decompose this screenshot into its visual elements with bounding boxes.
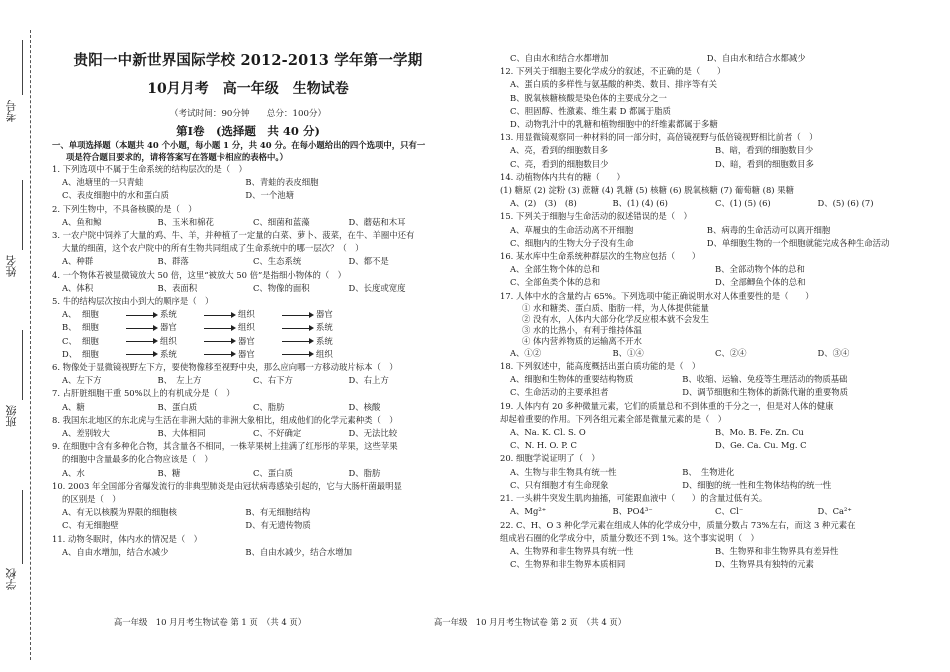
option: C、Cl⁻ xyxy=(715,506,744,517)
question-18: 18. 下列叙述中，能高度概括出蛋白质功能的是（ ） xyxy=(500,361,701,372)
question-12: 12. 下列关于细胞主要化学成分的叙述，不正确的是（ ） xyxy=(500,66,726,77)
question-1: 1. 下列选项中不属于生命系统的结构层次的是（ ） xyxy=(52,164,247,174)
exam-number-line xyxy=(22,40,23,95)
option: C、生命活动的主要承担者 xyxy=(510,387,609,398)
option: A、水 xyxy=(62,467,85,478)
arrow-icon xyxy=(124,335,160,348)
question-18-options xyxy=(500,373,920,399)
option: C、生物界和非生物界本质相同 xyxy=(510,559,626,570)
question-7-options xyxy=(52,401,444,414)
flow-step: 组织 xyxy=(160,335,177,346)
question-9-cont: 的细胞中含量最多的化合物应该是（ ） xyxy=(62,454,213,465)
section-title: 第Ⅰ卷 (选择题 共 40 分) xyxy=(176,124,320,138)
exam-info: （考试时间：90分钟 总分：100分） xyxy=(169,109,327,119)
arrow-icon xyxy=(280,348,316,361)
question-3: 3. 一农户院中饲养了大量的鸡、牛、羊，并种植了一定量的白菜、萝卜、菠菜，在牛、羊圈中还有 xyxy=(52,230,415,241)
option-label: C、 xyxy=(62,335,77,346)
question-5-flows xyxy=(52,308,444,361)
question-9-options xyxy=(52,467,444,480)
option: D、Ca²⁺ xyxy=(817,506,852,517)
question-13-options xyxy=(500,144,920,170)
question-21: 21. 一头耕牛突发生肌肉抽搐，可能跟血液中（ ）的含量过低有关。 xyxy=(500,493,768,504)
option: B、 生物进化 xyxy=(682,466,735,477)
question-20: 20. 细胞学说证明了（ ） xyxy=(500,453,600,464)
option: B、病毒的生命活动可以离开细胞 xyxy=(706,224,831,235)
option: C、不好确定 xyxy=(253,428,302,438)
instruction-line: 一、单项选择题（本题共 40 个小题，每小题 1 分，共 40 分。在每小题给出的四个选项中，只有一 xyxy=(52,140,426,150)
option: A、细胞和生物体的重要结构物质 xyxy=(510,374,634,385)
question-20-options xyxy=(500,466,920,492)
flow-step: 系统 xyxy=(160,348,177,359)
option: B、表面积 xyxy=(157,282,198,293)
option: C、表皮细胞中的水和蛋白质 xyxy=(62,190,169,201)
statement: ③ 水的比热小，有利于维持体温 xyxy=(522,324,642,335)
seal-dashed-line xyxy=(30,30,31,660)
flow-step: 组织 xyxy=(238,309,255,320)
option: D、暗，看到的细胞数目多 xyxy=(715,158,814,169)
flow-step: 组织 xyxy=(316,348,333,359)
option: C、亮，看到的细胞数目少 xyxy=(510,158,609,169)
option: B、玉米和棉花 xyxy=(157,216,214,227)
question-14: 14. 动植物体内共有的糖（ ） xyxy=(500,171,625,182)
option: D、蘑菇和木耳 xyxy=(348,216,406,227)
right-column xyxy=(500,0,920,672)
option: C、细胞内的生物大分子没有生命 xyxy=(510,237,634,248)
question-21-options xyxy=(500,505,920,518)
arrow-icon xyxy=(202,348,238,361)
question-11-options xyxy=(52,546,444,559)
option: C、只有细胞才有生命现象 xyxy=(510,479,609,490)
arrow-icon xyxy=(124,348,160,361)
name-line xyxy=(22,180,23,250)
question-16-options xyxy=(500,263,920,289)
question-1-options xyxy=(52,176,444,202)
question-9: 9. 在细胞中含有多种化合物，其含量各不相同，一株苹果树上挂满了红彤彤的苹果，这些苹果 xyxy=(52,441,398,452)
flow-step: 细胞 xyxy=(82,348,99,359)
option: B、 左上方 xyxy=(157,375,202,386)
arrow-icon xyxy=(202,308,238,321)
flow-step: 器官 xyxy=(238,348,255,359)
binding-strip xyxy=(0,0,46,672)
option: C、蛋白质 xyxy=(253,467,293,478)
option: C、生态系统 xyxy=(253,256,302,267)
question-15-options xyxy=(500,224,920,250)
flow-step: 器官 xyxy=(160,322,177,333)
option: B、蛋白质 xyxy=(157,401,198,412)
option: D、(5) (6) (7) xyxy=(817,198,874,209)
exam-number-label: 考号 xyxy=(5,100,18,122)
question-8: 8. 我国东北地区的东北虎与生活在非洲大陆的非洲大象相比，组成他们的化学元素种类（ ） xyxy=(52,414,398,425)
question-10-options xyxy=(52,506,444,532)
option: B、有无细胞结构 xyxy=(245,507,311,518)
option: D、核酸 xyxy=(348,401,381,412)
question-17-options xyxy=(500,347,920,360)
option: C、物像的面积 xyxy=(253,282,310,293)
option: C、有无细胞壁 xyxy=(62,520,119,531)
question-22-cont: 组成岩石圈的化学成分中，质量分数还不到 1%。这个事实说明（ ） xyxy=(500,532,759,543)
option: D、Ge. Ca. Cu. Mg. C xyxy=(715,440,807,451)
option: A、池塘里的一只青蛙 xyxy=(62,177,144,188)
option: B、生物界和非生物界具有差异性 xyxy=(715,545,839,556)
question-19: 19. 人体内有 20 多种微量元素，它们的质量总和不到体重的千分之一，但是对人体的健康 xyxy=(500,400,834,411)
question-10-cont: 的区别是（ ） xyxy=(62,494,121,505)
question-3-cont: 大量的细菌，这个农户院中的所有生物共同组成了生命系统中的哪一层次？（ ） xyxy=(62,243,364,254)
instructions xyxy=(52,139,444,163)
question-13: 13. 用显微镜观察同一种材料的同一部分时，高倍镜视野与低倍镜视野相比前者（ ） xyxy=(500,132,818,143)
question-4-options xyxy=(52,282,444,295)
option: B、收缩、运输、免疫等生理活动的物质基础 xyxy=(682,374,848,385)
option: A、自由水增加，结合水减少 xyxy=(62,546,169,557)
question-11: 11. 动物冬眠时，体内水的情况是（ ） xyxy=(52,533,202,544)
question-5: 5. 牛的结构层次按由小到大的顺序是（ ） xyxy=(52,296,214,307)
question-6: 6. 物像处于显微镜视野左下方，要使物像移至视野中央，那么应向哪一方移动玻片标本（ ） xyxy=(52,361,398,372)
flow-step: 组织 xyxy=(238,322,255,333)
question-22: 22. C、H、O 3 种化学元素在组成人体的化学成分中，质量分数占 73%左右，而这 3 种元素在 xyxy=(500,519,856,530)
question-2-options xyxy=(52,216,444,229)
option: A、草履虫的生命活动离不开细胞 xyxy=(510,224,634,235)
option: B、大体相同 xyxy=(157,428,206,438)
question-19-options xyxy=(500,426,920,452)
question-15: 15. 下列关于细胞与生命活动的叙述错误的是（ ） xyxy=(500,211,692,222)
option: D、单细胞生物的一个细胞就能完成各种生命活动 xyxy=(706,237,890,248)
option: D、脂肪 xyxy=(348,467,381,478)
school-label: 学校 xyxy=(5,568,18,590)
option: D、都不是 xyxy=(348,256,389,267)
arrow-icon xyxy=(124,322,160,335)
flow-row xyxy=(52,308,444,321)
option: B、①④ xyxy=(612,347,644,358)
flow-step: 细胞 xyxy=(82,335,99,346)
option: A、种群 xyxy=(62,256,94,267)
option: C、细菌和蓝藻 xyxy=(253,216,310,227)
option: C、脂肪 xyxy=(253,401,285,412)
option: A、糖 xyxy=(62,401,85,412)
option: A、有无以核膜为界限的细胞核 xyxy=(62,507,177,518)
class-label: 班级 xyxy=(5,405,18,427)
exam-title: 贵阳一中新世界国际学校 2012-2013 学年第一学期 xyxy=(73,52,423,69)
instruction-line: 项是符合题目要求的，请将答案写在答题卡相应的表格中。） xyxy=(66,152,288,162)
option: D、细胞的统一性和生物体结构的统一性 xyxy=(682,479,832,490)
option: B、PO4³⁻ xyxy=(612,506,653,517)
option: C、右下方 xyxy=(253,375,293,386)
option: A、Mg²⁺ xyxy=(510,506,547,517)
flow-step: 系统 xyxy=(316,335,333,346)
option: B、全部动物个体的总和 xyxy=(715,264,805,275)
flow-step: 器官 xyxy=(238,335,255,346)
option: A、鱼和鲸 xyxy=(62,216,102,227)
question-10: 10. 2003 年全国部分省爆发流行的非典型肺炎是由冠状病毒感染引起的，它与大肠杆菌最明显 xyxy=(52,480,402,491)
option: A、Na. K. Cl. S. O xyxy=(510,427,586,438)
option: C、N. H. O. P. C xyxy=(510,440,577,451)
option: C、胆固醇、性激素、维生素 D 都属于脂质 xyxy=(510,105,671,116)
option: D、有无遗传物质 xyxy=(245,520,311,531)
class-line xyxy=(22,330,23,400)
option: D、动物乳汁中的乳糖和植物细胞中的纤维素都属于多糖 xyxy=(510,119,718,130)
question-3-options xyxy=(52,255,444,268)
name-label: 姓名 xyxy=(5,255,18,277)
option-label: D、 xyxy=(62,348,78,359)
question-11-options-cont xyxy=(500,52,920,65)
left-column xyxy=(52,0,444,672)
question-14-items: (1) 糖原 (2) 淀粉 (3) 蔗糖 (4) 乳糖 (5) 核糖 (6) 脱氧核糖 (7) 葡萄糖 (8) 果糖 xyxy=(500,185,794,196)
page-footer-1: 高一年级 10 月月考生物试卷 第 1 页 （共 4 页） xyxy=(113,617,307,627)
question-19-cont: 却起着重要的作用。下列各组元素全部是微量元素的是（ ） xyxy=(500,413,727,424)
flow-step: 系统 xyxy=(160,309,177,320)
option: D、③④ xyxy=(817,347,850,358)
option: C、②④ xyxy=(715,347,747,358)
option-label: A、 xyxy=(62,309,77,320)
flow-step: 器官 xyxy=(316,309,333,320)
option: B、暗，看到的细胞数目少 xyxy=(715,145,814,156)
option: C、全部鱼类个体的总和 xyxy=(510,277,601,288)
option: D、右上方 xyxy=(348,375,389,386)
question-4: 4. 一个物体若被显微镜放大 50 倍，这里“被放大 50 倍”是指细小物体的（ ） xyxy=(52,269,347,280)
arrow-icon xyxy=(280,335,316,348)
arrow-icon xyxy=(202,322,238,335)
option: A、(2) (3) (8) xyxy=(510,198,577,209)
option: B、自由水减少，结合水增加 xyxy=(245,546,353,557)
arrow-icon xyxy=(280,322,316,335)
option: B、(1) (4) (6) xyxy=(612,198,668,209)
option: A、左下方 xyxy=(62,375,102,386)
arrow-icon xyxy=(202,335,238,348)
option: D、全部鲫鱼个体的总和 xyxy=(715,277,806,288)
statement: ② 没有水，人体内大部分化学反应根本就不会发生 xyxy=(522,313,709,324)
option: A、生物与非生物具有统一性 xyxy=(510,466,617,477)
option: C、自由水和结合水都增加 xyxy=(510,53,609,63)
option: D、自由水和结合水都减少 xyxy=(706,53,806,63)
option: D、一个池塘 xyxy=(245,190,294,201)
option: B、糖 xyxy=(157,467,181,478)
option: A、全部生物个体的总和 xyxy=(510,264,600,275)
option: B、青蛙的表皮细胞 xyxy=(245,177,319,188)
flow-row xyxy=(52,335,444,348)
option: C、(1) (5) (6) xyxy=(715,198,771,209)
option: A、①② xyxy=(510,347,542,358)
statement: ① 水和糖类、蛋白质、脂肪一样，为人体提供能量 xyxy=(522,302,709,313)
arrow-icon xyxy=(124,308,160,321)
question-16: 16. 某水库中生命系统种群层次的生物应包括（ ） xyxy=(500,251,701,262)
exam-subtitle: 10月月考 高一年级 生物试卷 xyxy=(147,81,349,97)
option: A、生物界和非生物界具有统一性 xyxy=(510,545,634,556)
question-6-options xyxy=(52,374,444,387)
page-footer-2: 高一年级 10 月月考生物试卷 第 2 页 （共 4 页） xyxy=(433,617,627,627)
option: D、长度或宽度 xyxy=(348,282,406,293)
question-22-options xyxy=(500,545,920,571)
option-label: B、 xyxy=(62,322,77,333)
question-8-options xyxy=(52,427,444,440)
option: D、生物界具有独特的元素 xyxy=(715,559,814,570)
school-line xyxy=(22,490,23,564)
option: D、调节细胞和生物体的新陈代谢的重要物质 xyxy=(682,387,849,398)
flow-step: 细胞 xyxy=(82,322,99,333)
option: B、Mo. B. Fe. Zn. Cu xyxy=(715,427,804,438)
option: A、亮，看到的细胞数目多 xyxy=(510,145,609,156)
option: A、差别较大 xyxy=(62,428,110,438)
arrow-icon xyxy=(280,308,316,321)
statement: ④ 体内营养物质的运输离不开水 xyxy=(522,335,642,346)
flow-step: 细胞 xyxy=(82,309,99,320)
option: B、脱氧核糖核酸是染色体的主要成分之一 xyxy=(510,92,667,103)
flow-step: 系统 xyxy=(316,322,333,333)
question-17: 17. 人体中水的含量约占 65%。下列选项中能正确说明水对人体重要性的是（ ） xyxy=(500,290,814,301)
option: A、蛋白质的多样性与氨基酸的种类、数目、排序等有关 xyxy=(510,79,718,90)
option: B、群落 xyxy=(157,256,189,267)
question-2: 2. 下列生物中，不具备核膜的是（ ） xyxy=(52,203,197,214)
option: D、无法比较 xyxy=(348,428,398,438)
flow-row xyxy=(52,321,444,334)
question-14-options xyxy=(500,197,920,210)
flow-row xyxy=(52,348,444,361)
option: A、体积 xyxy=(62,282,94,293)
question-7: 7. 占肝脏细胞干重 50%以上的有机成分是（ ） xyxy=(52,388,235,399)
